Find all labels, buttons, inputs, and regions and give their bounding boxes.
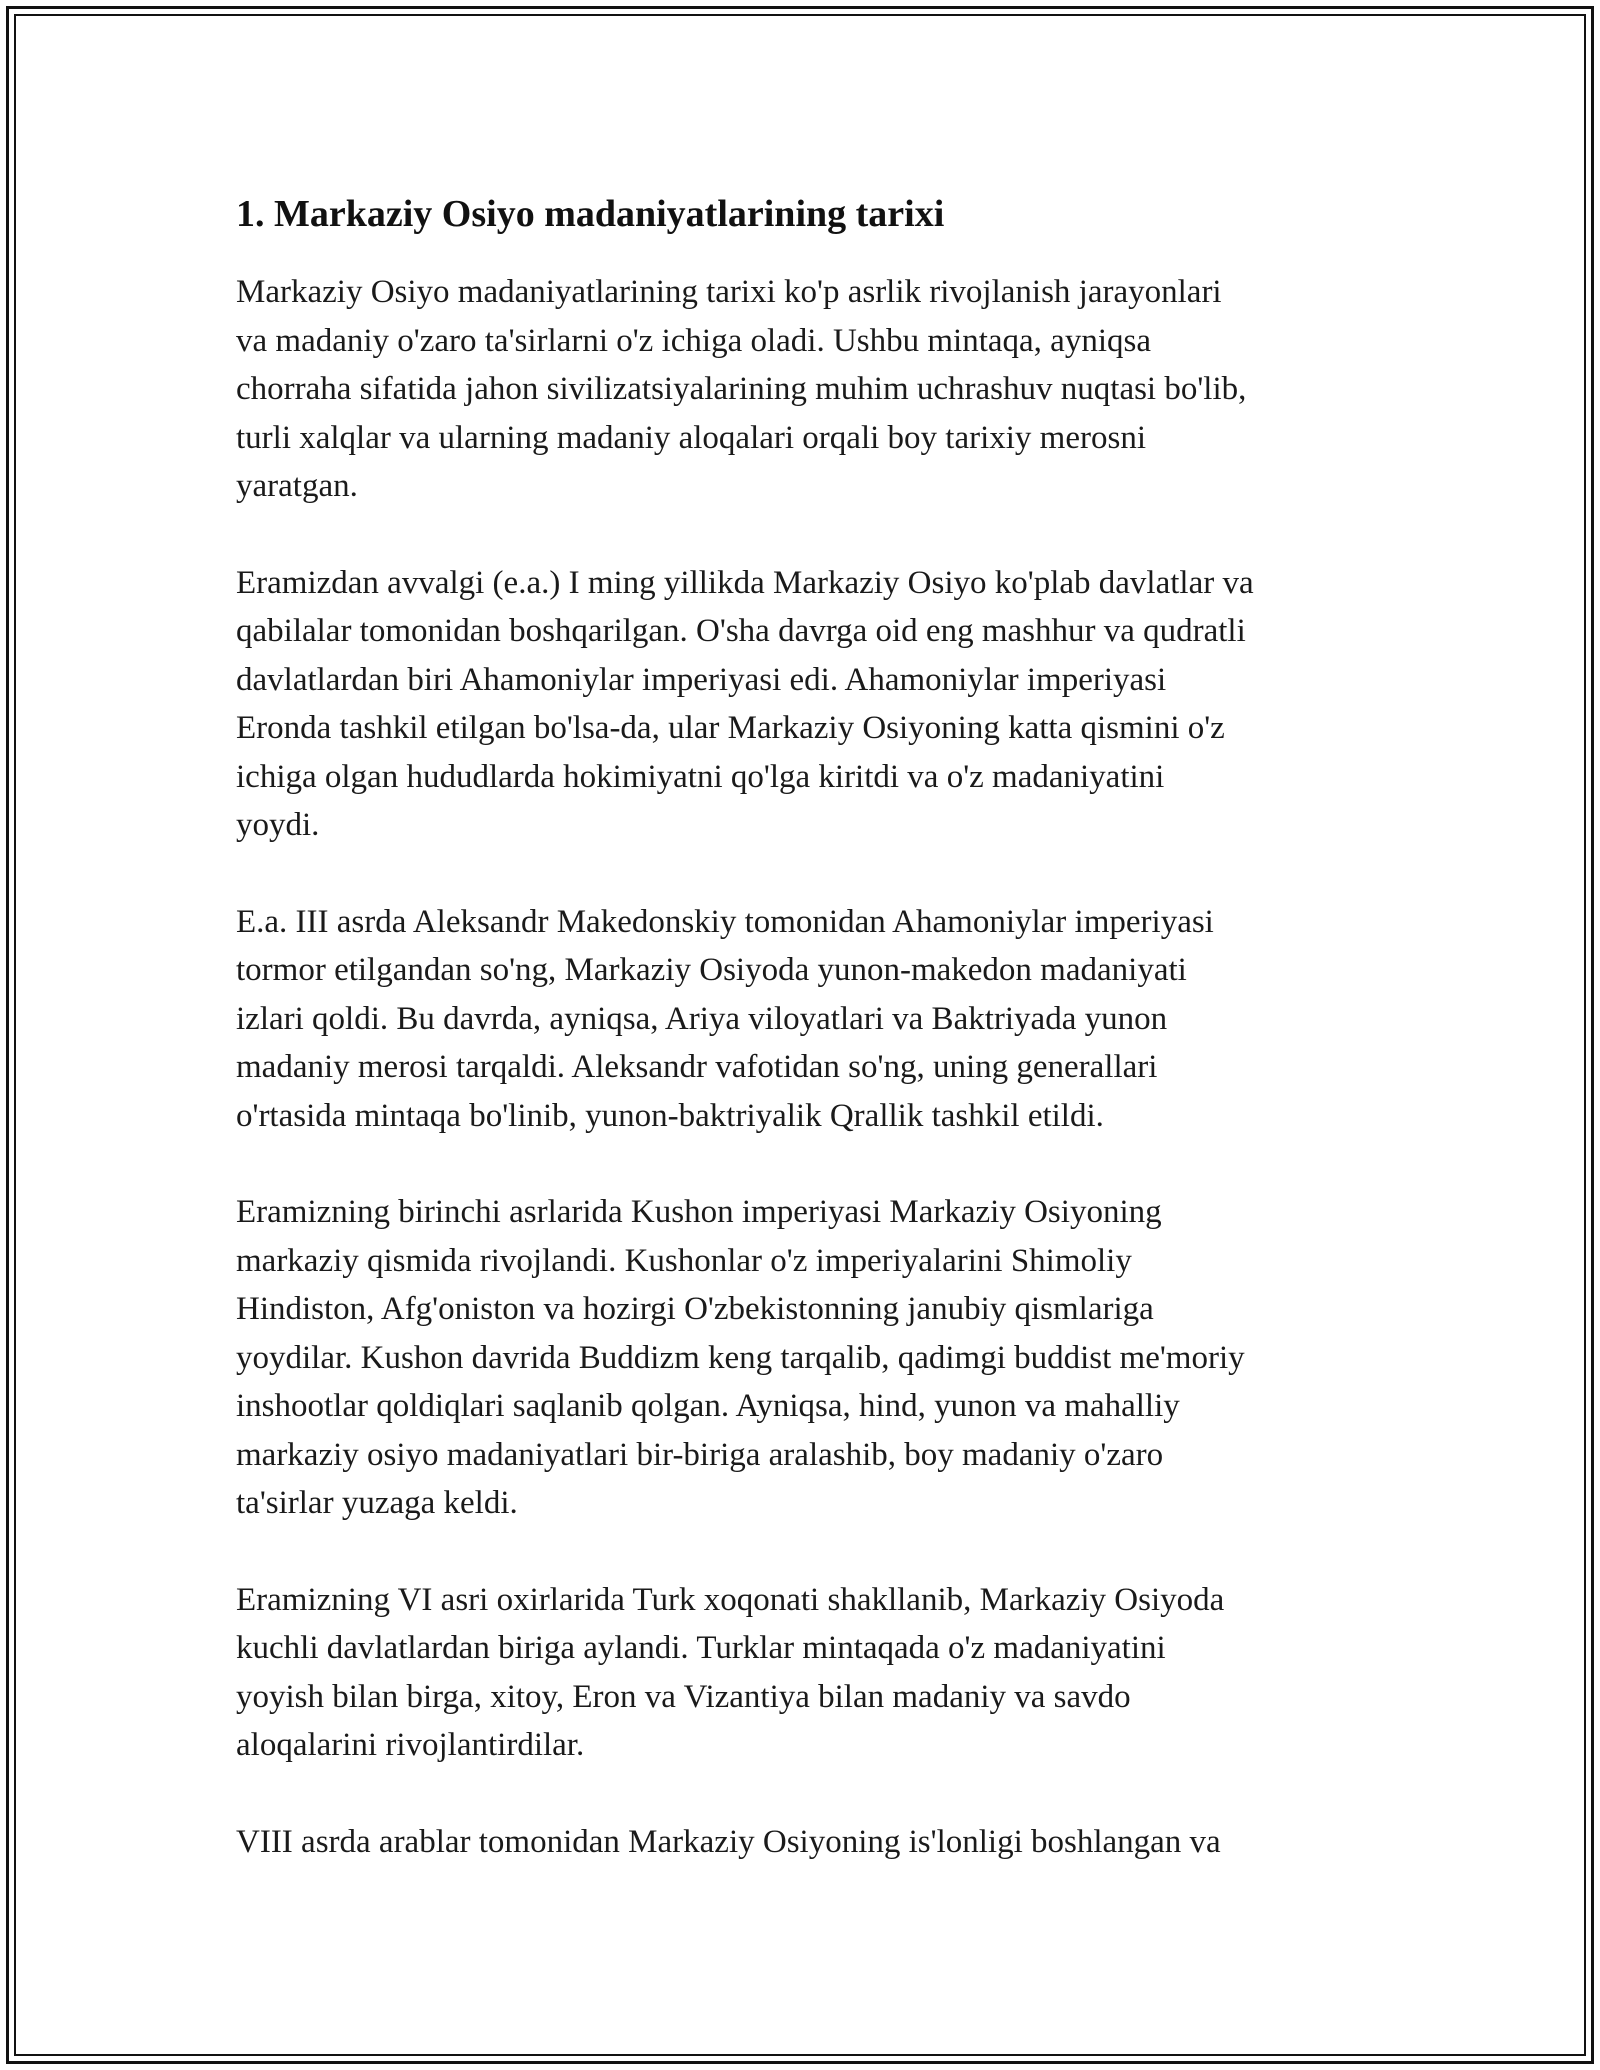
- text-line: chorraha sifatida jahon sivilizatsiyalarining muhim uchrashuv nuqtasi bo'lib,: [236, 371, 1247, 407]
- text-line: madaniy merosi tarqaldi. Aleksandr vafotidan so'ng, uning generallari: [236, 1049, 1158, 1085]
- text-line: VIII asrda arablar tomonidan Markaziy Osiyoning is'lonligi boshlangan va: [236, 1823, 1221, 1860]
- text-line: yoydilar. Kushon davrida Buddizm keng tarqalib, qadimgi buddist me'moriy: [236, 1339, 1245, 1376]
- text-line: aloqalarini rivojlantirdilar.: [236, 1727, 585, 1763]
- text-line: Hindiston, Afg'oniston va hozirgi O'zbekistonning janubiy qismlariga: [236, 1291, 1154, 1327]
- document-body: [236, 190, 1386, 1914]
- document-title: 1. Markaziy Osiyo madaniyatlarining tarixi: [236, 193, 945, 235]
- text-line: qabilalar tomonidan boshqarilgan. O'sha davrga oid eng mashhur va qudratli: [236, 613, 1246, 649]
- text-line: ichiga olgan hududlarda hokimiyatni qo'lga kiritdi va o'z madaniyatini: [236, 758, 1165, 795]
- paragraph-2: [236, 559, 1386, 850]
- text-line: izlari qoldi. Bu davrda, ayniqsa, Ariya viloyatlari va Baktriyada yunon: [236, 1000, 1168, 1037]
- text-line: E.a. III asrda Aleksandr Makedonskiy tomonidan Ahamoniylar imperiyasi: [236, 903, 1214, 940]
- text-line: Eramizdan avvalgi (e.a.) I ming yillikda Markaziy Osiyo ko'plab davlatlar va: [236, 564, 1254, 601]
- text-line: Markaziy Osiyo madaniyatlarining tarixi ko'p asrlik rivojlanish jarayonlari: [236, 274, 1222, 310]
- text-line: Eronda tashkil etilgan bo'lsa-da, ular Markaziy Osiyoning katta qismini o'z: [236, 710, 1225, 746]
- paragraph-3: [236, 898, 1386, 1141]
- paragraph-1: [236, 268, 1386, 511]
- text-line: tormor etilgandan so'ng, Markaziy Osiyoda yunon-makedon madaniyati: [236, 952, 1187, 988]
- text-line: ta'sirlar yuzaga keldi.: [236, 1485, 518, 1521]
- text-line: Eramizning VI asri oxirlarida Turk xoqonati shakllanib, Markaziy Osiyoda: [236, 1581, 1225, 1618]
- text-line: kuchli davlatlardan biriga aylandi. Turklar mintaqada o'z madaniyatini: [236, 1630, 1166, 1666]
- paragraph-6: [236, 1818, 1386, 1867]
- text-line: davlatlardan biri Ahamoniylar imperiyasi edi. Ahamoniylar imperiyasi: [236, 661, 1167, 698]
- text-line: va madaniy o'zaro ta'sirlarni o'z ichiga oladi. Ushbu mintaqa, ayniqsa: [236, 322, 1151, 359]
- text-line: yoydi.: [236, 807, 320, 843]
- paragraph-5: [236, 1576, 1386, 1770]
- text-line: markaziy qismida rivojlandi. Kushonlar o'z imperiyalarini Shimoliy: [236, 1242, 1132, 1279]
- paragraph-4: [236, 1188, 1386, 1528]
- text-line: turli xalqlar va ularning madaniy aloqalari orqali boy tarixiy merosni: [236, 419, 1146, 456]
- text-line: yoyish bilan birga, xitoy, Eron va Vizantiya bilan madaniy va savdo: [236, 1678, 1131, 1715]
- text-line: inshootlar qoldiqlari saqlanib qolgan. Ayniqsa, hind, yunon va mahalliy: [236, 1388, 1180, 1424]
- text-line: markaziy osiyo madaniyatlari bir-biriga aralashib, boy madaniy o'zaro: [236, 1436, 1164, 1473]
- text-line: yaratgan.: [236, 468, 358, 504]
- text-line: o'rtasida mintaqa bo'linib, yunon-baktriyalik Qrallik tashkil etildi.: [236, 1097, 1104, 1134]
- text-line: Eramizning birinchi asrlarida Kushon imperiyasi Markaziy Osiyoning: [236, 1194, 1162, 1230]
